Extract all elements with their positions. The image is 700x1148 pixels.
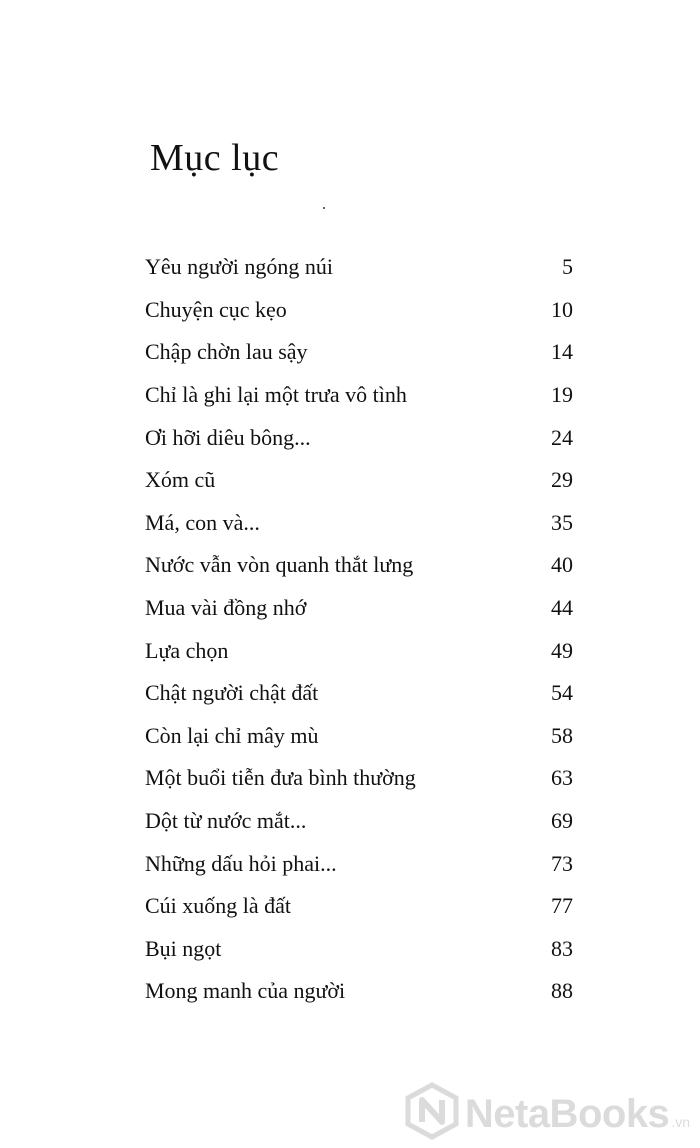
toc-entry-page: 54	[551, 680, 573, 706]
toc-entry	[145, 502, 573, 545]
toc-entry	[145, 629, 573, 672]
toc-entry-title: Mong manh của người	[145, 978, 346, 1004]
toc-entry	[145, 842, 573, 885]
toc-entry-title: Ơi hỡi diêu bông...	[145, 424, 311, 450]
toc-entry	[145, 587, 573, 630]
toc-entry-page: 49	[551, 637, 573, 663]
toc-entry-title: Chập chờn lau sậy	[145, 339, 308, 365]
ink-speck	[323, 207, 325, 209]
toc-entry-title: Còn lại chỉ mây mù	[145, 722, 319, 748]
toc-entry	[145, 885, 573, 928]
watermark-brand: NetaBooks	[464, 1092, 670, 1136]
toc-entry-title: Dột từ nước mắt...	[145, 808, 307, 834]
toc-entry-page: 40	[551, 552, 573, 578]
toc-entry	[145, 757, 573, 800]
toc-entry	[145, 928, 573, 971]
toc-entry	[145, 289, 573, 332]
toc-entry-title: Lựa chọn	[145, 637, 229, 663]
toc-entry-page: 5	[562, 254, 573, 280]
toc-entry-page: 10	[551, 296, 573, 322]
toc-entry-title: Mua vài đồng nhớ	[145, 595, 307, 621]
toc-entry	[145, 800, 573, 843]
toc-entry-title: Xóm cũ	[145, 467, 216, 493]
toc-entry-page: 58	[551, 722, 573, 748]
toc-entry-page: 63	[551, 765, 573, 791]
watermark-suffix: .vn	[671, 1114, 690, 1130]
toc-entry-page: 35	[551, 509, 573, 535]
toc-entry-page: 73	[551, 850, 573, 876]
toc-entry-page: 19	[551, 382, 573, 408]
toc-entry-title: Những dấu hỏi phai...	[145, 850, 337, 876]
toc-entry-title: Má, con và...	[145, 509, 260, 535]
toc-entry-page: 88	[551, 978, 573, 1004]
toc-entry-page: 69	[551, 808, 573, 834]
toc-entry-title: Nước vẫn vòn quanh thắt lưng	[145, 552, 414, 578]
toc-entry-title: Chật người chật đất	[145, 680, 319, 706]
toc-entry	[145, 246, 573, 289]
toc-entry-page: 14	[551, 339, 573, 365]
toc-entry-title: Chuyện cục kẹo	[145, 296, 287, 322]
toc-entry-title: Bụi ngọt	[145, 935, 222, 961]
netabooks-logo-icon	[403, 1082, 461, 1140]
toc-entry-title: Cúi xuống là đất	[145, 893, 292, 919]
toc-entry-page: 83	[551, 935, 573, 961]
toc-entry-page: 29	[551, 467, 573, 493]
toc-entry-page: 44	[551, 595, 573, 621]
toc-entry-page: 77	[551, 893, 573, 919]
toc-entry	[145, 459, 573, 502]
toc-entry	[145, 970, 573, 1013]
table-of-contents	[145, 246, 573, 1013]
toc-entry	[145, 331, 573, 374]
toc-entry-title: Yêu người ngóng núi	[145, 254, 333, 280]
toc-entry	[145, 416, 573, 459]
toc-entry-title: Chỉ là ghi lại một trưa vô tình	[145, 382, 407, 408]
toc-entry-title: Một buổi tiễn đưa bình thường	[145, 765, 416, 791]
toc-entry	[145, 374, 573, 417]
netabooks-watermark	[403, 1082, 690, 1140]
toc-entry-page: 24	[551, 424, 573, 450]
toc-entry	[145, 672, 573, 715]
toc-entry	[145, 544, 573, 587]
page-title: Mục lục	[150, 137, 280, 179]
toc-entry	[145, 715, 573, 758]
